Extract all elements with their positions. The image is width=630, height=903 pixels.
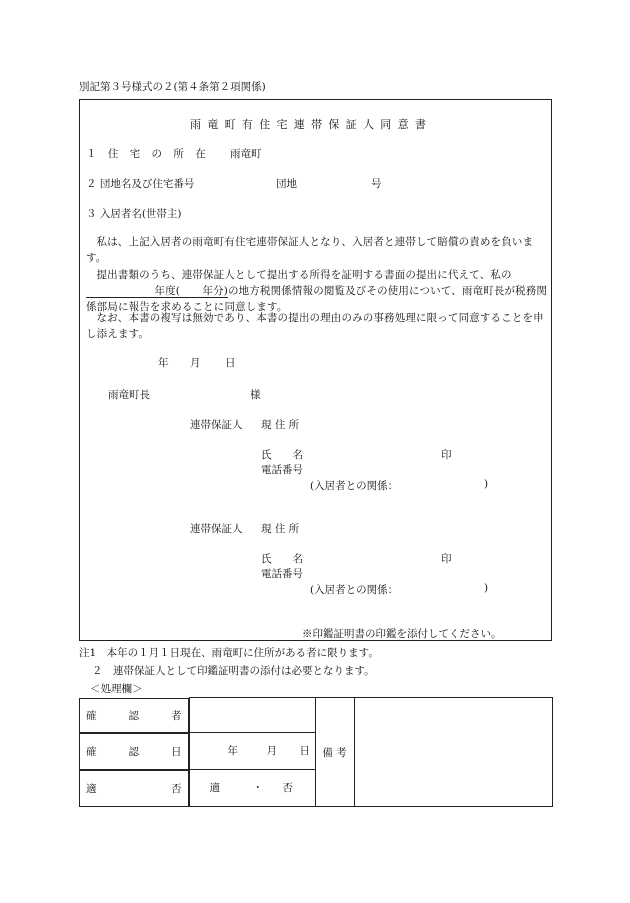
fiscal-year-blank: 年度( — [86, 285, 180, 298]
field-danchi-unit: 団地 — [276, 178, 297, 190]
confirm-date-day: 日 — [299, 745, 310, 757]
guarantor-2-name-label: 氏 名 — [261, 553, 303, 565]
approval-yes[interactable]: 適 — [209, 782, 220, 794]
confirmer-field[interactable] — [189, 698, 315, 733]
approval-label: 適 否 — [79, 770, 189, 807]
consent-paragraph-3: なお、本書の複写は無効であり、本書の提出の理由のみの事務処理に限って同意することを申し添えます。 — [86, 312, 544, 341]
year-portion-blank: 年分) — [180, 285, 228, 298]
note-1: 注1 本年の１月１日現在、雨竜町に住所がある者に限ります。 — [79, 647, 379, 659]
confirm-date-label: 確 認 日 — [79, 733, 189, 770]
consent-paragraph-1: 私は、上記入居者の雨竜町有住宅連帯保証人となり、入居者と連帯して賠償の責めを負います。 — [86, 236, 534, 265]
guarantor-1-relation-close: ) — [484, 478, 489, 490]
remarks-field[interactable] — [354, 698, 553, 807]
field-number-unit: 号 — [371, 178, 382, 190]
guarantor-2-relation-label: (入居者との関係： — [310, 584, 399, 596]
seal-certificate-notice: ※印鑑証明書の印鑑を添付してください。 — [302, 628, 502, 640]
guarantor-1-address-label: 現 住 所 — [261, 419, 300, 431]
consent-paragraph-2-body: の地方税関係情報の閲覧及びその使用について、雨竜町長が税務関係部局に報告を求めることに同意します。 — [86, 285, 548, 314]
guarantor-1-seal-mark: 印 — [441, 449, 452, 461]
consent-paragraph-2-lead: 提出書類のうち、連帯保証人として提出する所得を証明する書面の提出に代えて、私の — [96, 269, 512, 281]
guarantor-1-relation-label: (入居者との関係： — [310, 480, 399, 492]
confirm-date-month: 月 — [266, 745, 277, 757]
date-year: 年 — [158, 357, 169, 369]
guarantor-1-phone-label: 電話番号 — [261, 464, 303, 476]
confirm-date-field[interactable] — [189, 733, 315, 770]
table-row — [79, 698, 553, 733]
remarks-label: 備 考 — [315, 698, 354, 807]
guarantor-2-address-label: 現 住 所 — [261, 523, 300, 535]
guarantor-1-role: 連帯保証人 — [190, 419, 243, 431]
guarantor-2-seal-mark: 印 — [441, 553, 452, 565]
form-reference-header: 別記第３号様式の２(第４条第２項関係) — [79, 81, 266, 93]
date-day: 日 — [225, 357, 236, 369]
approval-no[interactable]: 否 — [282, 782, 293, 794]
field-address-value: 雨竜町 — [230, 148, 262, 160]
processing-heading: ＜処理欄＞ — [90, 683, 143, 695]
field-resident-label: ３ 入居者名(世帯主) — [86, 208, 182, 220]
guarantor-2-phone-label: 電話番号 — [261, 568, 303, 580]
processing-table — [79, 697, 553, 807]
guarantor-1-name-label: 氏 名 — [261, 449, 303, 461]
approval-field[interactable] — [189, 770, 315, 807]
guarantor-2-relation-close: ) — [484, 582, 489, 594]
confirmer-label: 確 認 者 — [79, 698, 189, 733]
note-2: ２ 連帯保証人として印鑑証明書の添付は必要となります。 — [92, 665, 375, 677]
addressee-mayor: 雨竜町長 — [108, 389, 150, 401]
confirm-date-year: 年 — [227, 745, 238, 757]
guarantor-2-role: 連帯保証人 — [190, 523, 243, 535]
addressee-honorific: 様 — [250, 389, 261, 401]
date-month: 月 — [190, 357, 201, 369]
field-address-label: １ 住 宅 の 所 在 — [86, 148, 210, 160]
form-title: 雨竜町有住宅連帯保証人同意書 — [190, 118, 433, 131]
approval-separator: ・ — [252, 782, 263, 794]
consent-paragraph-2 — [86, 267, 548, 316]
field-danchi-label: ２ 団地名及び住宅番号 — [86, 178, 195, 190]
